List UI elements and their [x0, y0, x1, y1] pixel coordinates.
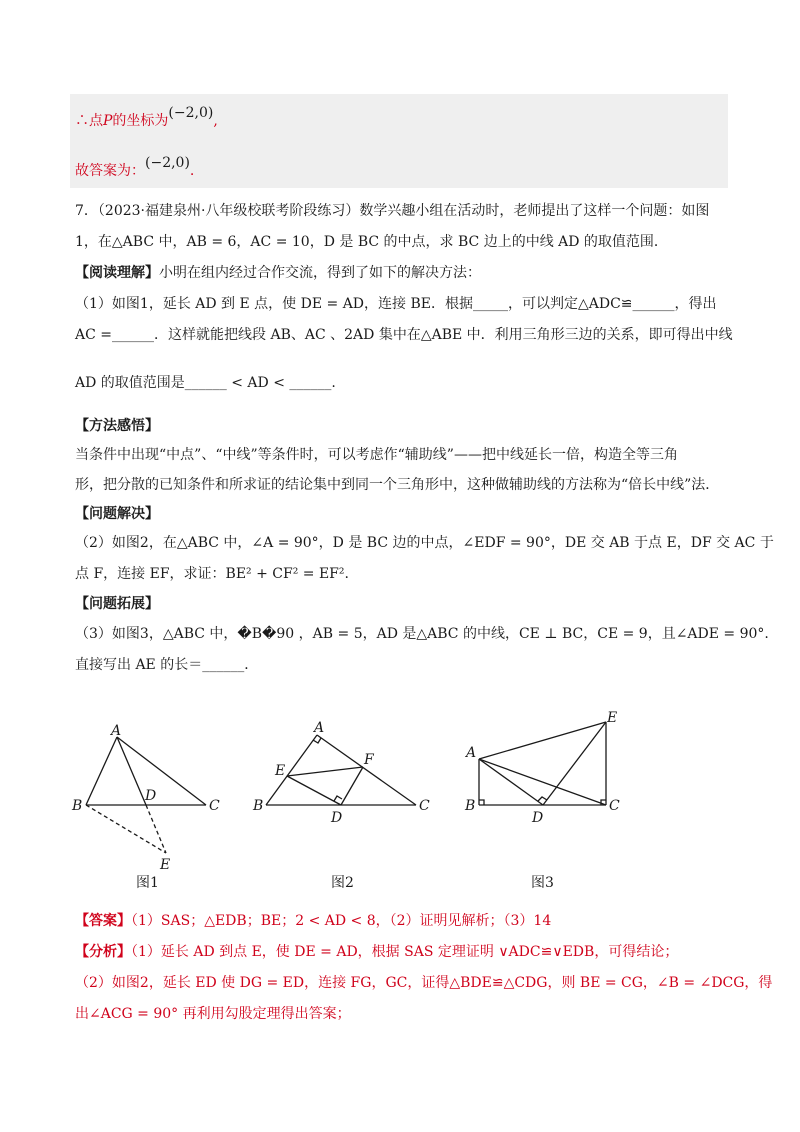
fig1-label-D: D — [145, 788, 157, 804]
fig1-label-C: C — [209, 798, 220, 814]
fig3-label-A: A — [466, 745, 477, 761]
reading-section — [75, 262, 481, 282]
analysis-line-1 — [75, 941, 678, 961]
fig2-label-D: D — [331, 810, 343, 825]
method-line-2: 形，把分散的已知条件和所求证的结论集中到同一个三角形中，这种做辅助线的方法称为“倍长中线”法． — [75, 477, 720, 493]
answer-label: 【答案】 — [75, 913, 131, 929]
extend-heading: 【问题拓展】 — [75, 596, 159, 612]
fig1-label-A: A — [111, 723, 122, 739]
analysis-line-2: （2）如图2，延长 ED 使 DG = ED，连接 FG，GC，证得△BDE≌△CDG，则 BE = CG，∠B = ∠DCG，得 — [75, 975, 773, 991]
part2-line-1: （2）如图2，在△ABC 中，∠A = 90°，D 是 BC 边的中点，∠EDF = 90°，DE 交 AB 于点 E，DF 交 AC 于 — [75, 535, 774, 551]
fig3-label-B: B — [465, 798, 476, 814]
method-heading: 【方法感悟】 — [75, 418, 159, 434]
analysis-label: 【分析】 — [75, 944, 131, 960]
fig1-label-E: E — [160, 857, 171, 873]
question-line-2: 1，在△ABC 中，AB = 6，AC = 10，D 是 BC 的中点，求 BC 边上的中线 AD 的取值范围． — [75, 234, 668, 250]
fig3-label-C: C — [609, 798, 620, 814]
part3-line-1: （3）如图3，△ABC 中，�B�90 ，AB = 5，AD 是△ABC 的中线，CE ⊥ BC，CE = 9，且∠ADE = 90°. — [75, 626, 769, 642]
analysis-text-1: （1）延长 AD 到点 E，使 DE = AD，根据 SAS 定理证明 ∨ADC≌∨EDB，可得结论； — [131, 944, 679, 960]
figure-1-diagram — [70, 715, 230, 875]
part2-line-2: 点 F，连接 EF，求证：BE² + CF² = EF². — [75, 566, 349, 582]
fig2-label-F: F — [364, 752, 374, 768]
reading-heading: 【阅读理解】 — [75, 265, 159, 281]
part1-line-3: AD 的取值范围是______ < AD < ______. — [75, 375, 336, 391]
figure-3-diagram — [460, 705, 630, 830]
reading-text: 小明在组内经过合作交流，得到了如下的解决方法： — [159, 265, 481, 281]
answer-line — [75, 910, 551, 930]
analysis-line-3: 出∠ACG = 90° 再利用勾股定理得出答案； — [75, 1006, 351, 1022]
fig2-label-E: E — [275, 763, 286, 779]
solve-heading: 【问题解决】 — [75, 506, 159, 522]
fig3-label-E: E — [607, 710, 618, 726]
question-line-1: 7．（2023·福建泉州·八年级校联考阶段练习）数学兴趣小组在活动时，老师提出了这样一个问题：如图 — [75, 203, 710, 219]
fig3-label-D: D — [532, 810, 544, 826]
previous-answer-line-2: 故答案为：(−2,0). — [75, 155, 195, 179]
previous-answer-line-1: ∴点P的坐标为(−2,0), — [75, 105, 218, 129]
part1-line-1: （1）如图1，延长 AD 到 E 点，使 DE = AD，连接 BE．根据_____，可以判定△ADC≌______，得出 — [75, 296, 717, 312]
fig2-label-C: C — [419, 798, 430, 814]
fig2-label-A: A — [314, 720, 325, 736]
answer-text: （1）SAS；△EDB；BE；2 < AD < 8，（2）证明见解析；（3）14 — [131, 913, 552, 929]
figure-2-diagram — [250, 715, 440, 825]
figure-1-caption: 图1 — [136, 875, 159, 891]
part3-line-2: 直接写出 AE 的长＝______． — [75, 657, 259, 673]
figure-2-caption: 图2 — [331, 875, 354, 891]
part1-line-2: AC =______．这样就能把线段 AB、AC 、2AD 集中在△ABE 中．利用三角形三边的关系，即可得出中线 — [75, 327, 733, 343]
method-line-1: 当条件中出现“中点”、“中线”等条件时，可以考虑作“辅助线”——把中线延长一倍，构造全等三角 — [75, 447, 678, 463]
figure-3-caption: 图3 — [531, 875, 554, 891]
fig1-label-B: B — [72, 798, 83, 814]
fig2-label-B: B — [253, 798, 264, 814]
